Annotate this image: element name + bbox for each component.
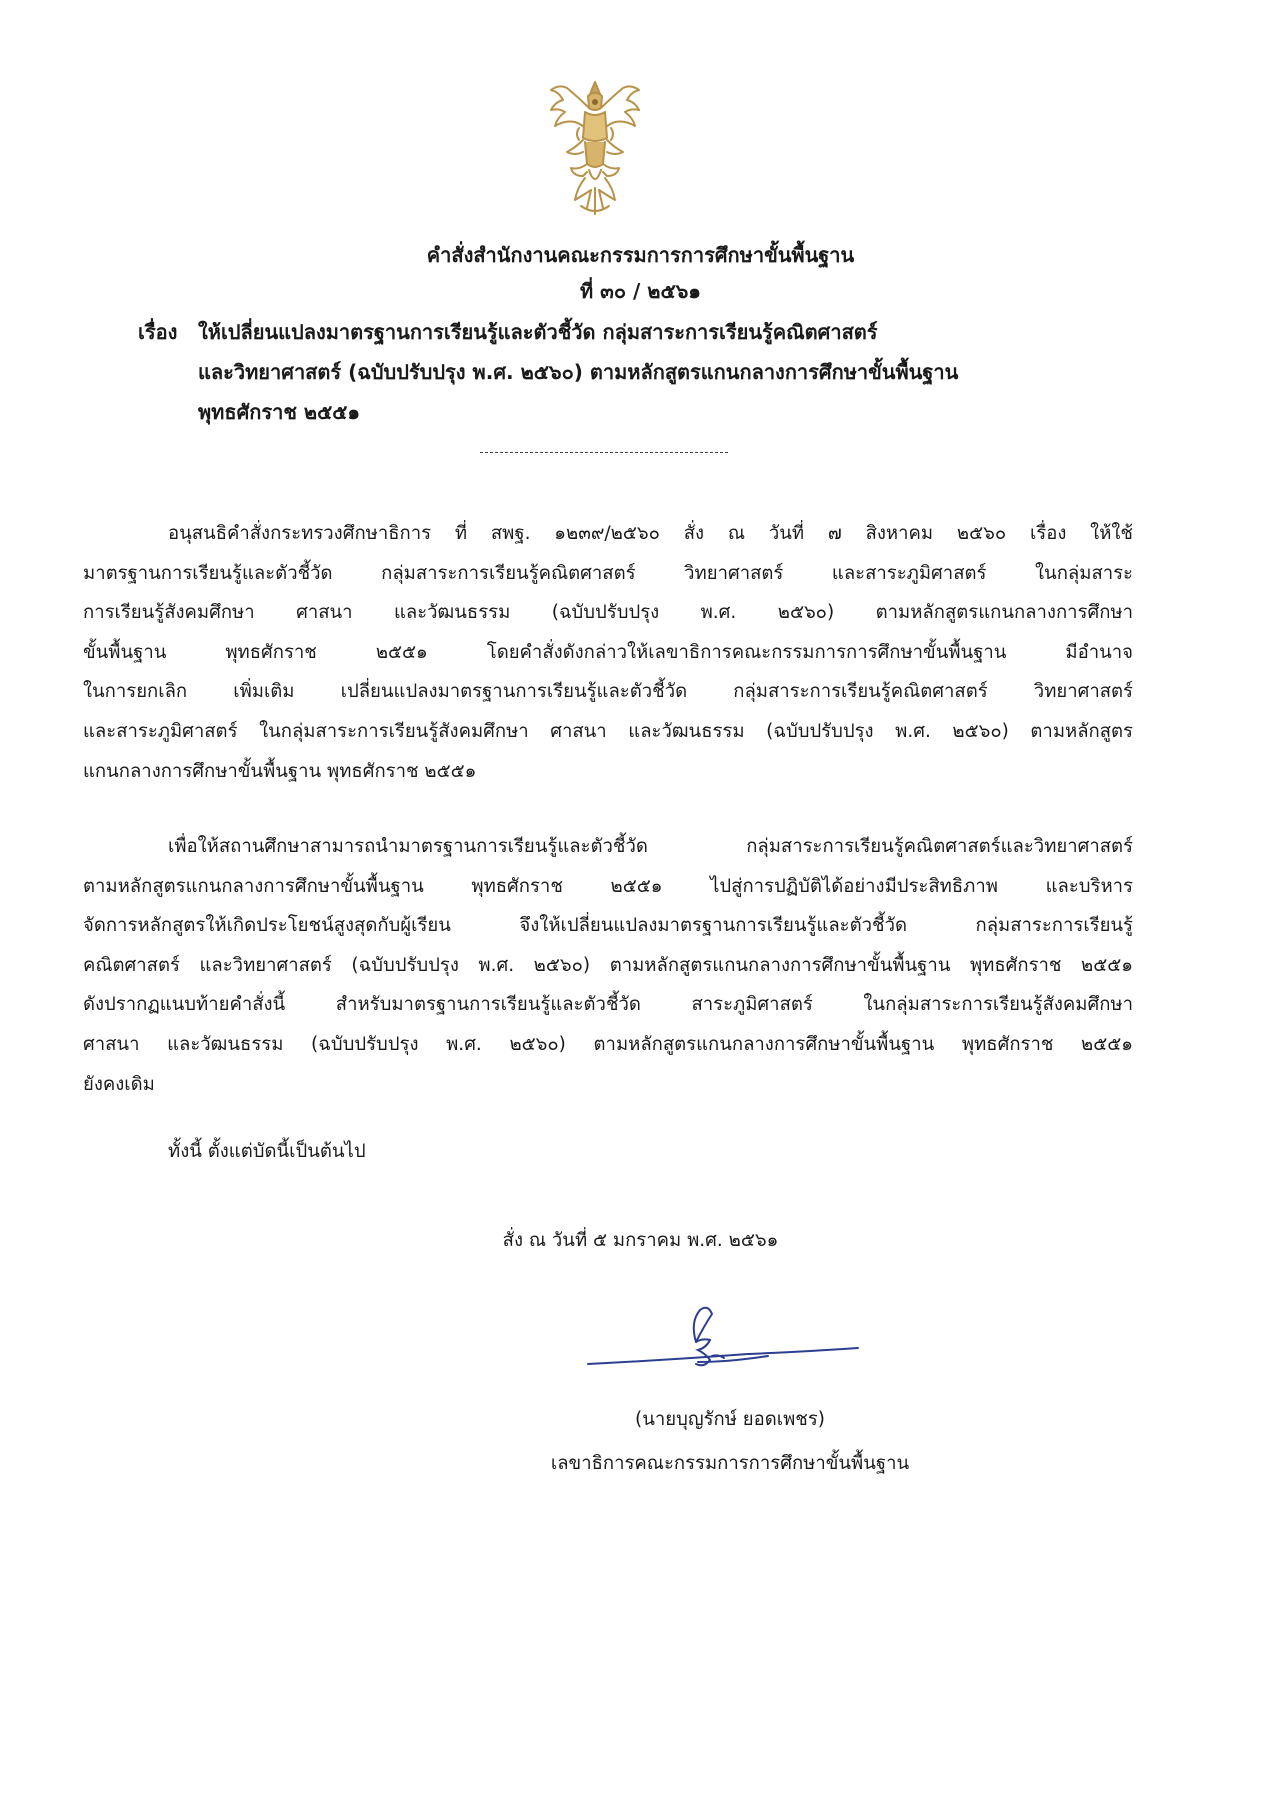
paragraph-line: แกนกลางการศึกษาขั้นพื้นฐาน พุทธศักราช ๒๕๕๑ (83, 760, 477, 782)
paragraph-line: ดังปรากฏแนบท้ายคำสั่งนี้ สำหรับมาตรฐานการเรียนรู้และตัวชี้วัด สาระภูมิศาสตร์ ในกลุ่มสาระการเรียนรู้สังคมศึกษา (83, 994, 1133, 1016)
subject-line: และวิทยาศาสตร์ (ฉบับปรับปรุง พ.ศ. ๒๕๖๐) ตามหลักสูตรแกนกลางการศึกษาขั้นพื้นฐาน (198, 360, 959, 384)
subject-line: ให้เปลี่ยนแปลงมาตรฐานการเรียนรู้และตัวชี้วัด กลุ่มสาระการเรียนรู้คณิตศาสตร์ (198, 320, 878, 344)
paragraph-line: การเรียนรู้สังคมศึกษา ศาสนา และวัฒนธรรม (ฉบับปรับปรุง พ.ศ. ๒๕๖๐) ตามหลักสูตรแกนกลางการศึกษา (83, 602, 1133, 624)
paragraph-line: จัดการหลักสูตรให้เกิดประโยชน์สูงสุดกับผู้เรียน จึงให้เปลี่ยนแปลงมาตรฐานการเรียนรู้และตัวชี้วัด กลุ่มสาระการเรียนรู้ (83, 915, 1133, 937)
signature-icon (578, 1302, 868, 1392)
garuda-emblem-icon (545, 78, 645, 220)
paragraph-line: มาตรฐานการเรียนรู้และตัวชี้วัด กลุ่มสาระการเรียนรู้คณิตศาสตร์ วิทยาศาสตร์ และสาระภูมิศาสตร์ ในกลุ่มสาระ (83, 562, 1133, 584)
subject-lines (198, 312, 1148, 432)
signatory-block (500, 1398, 960, 1486)
paragraph-line: ตามหลักสูตรแกนกลางการศึกษาขั้นพื้นฐาน พุทธศักราช ๒๕๕๑ ไปสู่การปฏิบัติได้อย่างมีประสิทธิภาพ และบริหาร (83, 875, 1133, 897)
subject-line: พุทธศักราช ๒๕๕๑ (198, 400, 361, 424)
paragraph-line: ศาสนา และวัฒนธรรม (ฉบับปรับปรุง พ.ศ. ๒๕๖๐) ตามหลักสูตรแกนกลางการศึกษาขั้นพื้นฐาน พุทธศักราช ๒๕๕๑ (83, 1033, 1133, 1055)
paragraph-line: คณิตศาสตร์ และวิทยาศาสตร์ (ฉบับปรับปรุง พ.ศ. ๒๕๖๐) ตามหลักสูตรแกนกลางการศึกษาขั้นพื้นฐาน พุทธศักราช ๒๕๕๑ (83, 954, 1133, 976)
subject-label: เรื่อง (138, 320, 178, 344)
paragraph-2 (83, 827, 1133, 1104)
signatory-title: เลขาธิการคณะกรรมการการศึกษาขั้นพื้นฐาน (550, 1453, 910, 1474)
order-title: คำสั่งสำนักงานคณะกรรมการการศึกษาขั้นพื้นฐาน (426, 243, 855, 267)
paragraph-line: ในการยกเลิก เพิ่มเติม เปลี่ยนแปลงมาตรฐานการเรียนรู้และตัวชี้วัด กลุ่มสาระการเรียนรู้คณิตศาสตร์ วิทยาศาสตร์ (83, 681, 1133, 703)
order-number: ที่ ๓๐ / ๒๕๖๑ (580, 279, 701, 303)
paragraph-line: เพื่อให้สถานศึกษาสามารถนำมาตรฐานการเรียนรู้และตัวชี้วัด กลุ่มสาระการเรียนรู้คณิตศาสตร์และวิทยาศาสตร์ (168, 836, 1133, 857)
paragraph-line: ขั้นพื้นฐาน พุทธศักราช ๒๕๕๑ โดยคำสั่งดังกล่าวให้เลขาธิการคณะกรรมการการศึกษาขั้นพื้นฐาน มีอำนาจ (83, 641, 1133, 663)
order-date: สั่ง ณ วันที่ ๕ มกราคม พ.ศ. ๒๕๖๑ (502, 1230, 779, 1251)
signatory-name: (นายบุญรักษ์ ยอดเพชร) (634, 1409, 825, 1430)
closing-text: ทั้งนี้ ตั้งแต่บัดนี้เป็นต้นไป (168, 1141, 366, 1162)
paragraph-line: ยังคงเดิม (83, 1073, 155, 1095)
paragraph-1 (83, 514, 1133, 791)
separator-line (480, 452, 728, 453)
paragraph-line: และสาระภูมิศาสตร์ ในกลุ่มสาระการเรียนรู้สังคมศึกษา ศาสนา และวัฒนธรรม (ฉบับปรับปรุง พ.ศ. ๒๕๖๐) ตามหลักสูตร (83, 720, 1133, 742)
paragraph-line: อนุสนธิคำสั่งกระทรวงศึกษาธิการ ที่ สพฐ. ๑๒๓๙/๒๕๖๐ สั่ง ณ วันที่ ๗ สิงหาคม ๒๕๖๐ เรื่อง ให้ใช้ (168, 523, 1133, 544)
